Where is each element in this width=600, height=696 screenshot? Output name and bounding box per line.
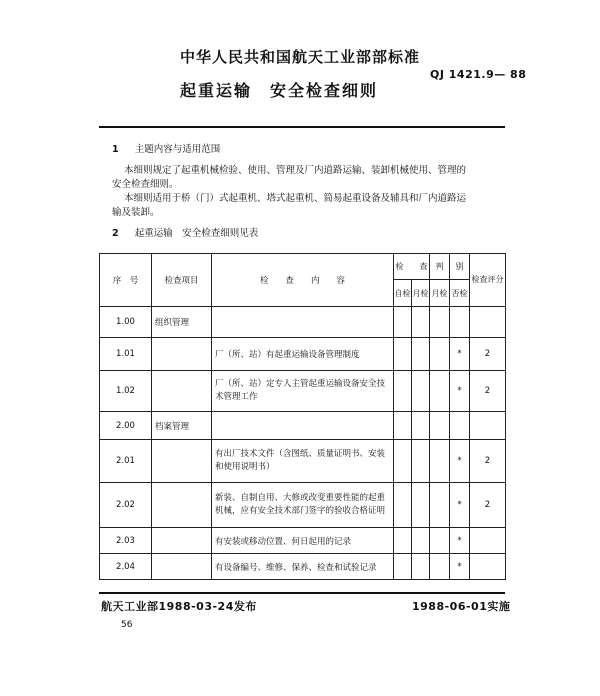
issue-date: 航天工业部1988-03-24发布 <box>101 600 257 613</box>
cell-content: 有设备编号、维修、保养、检查和试验记录 <box>212 554 394 580</box>
table-row <box>100 440 506 483</box>
cell-content-line: 术管理工作 <box>215 392 258 402</box>
para1-line2: 安全检查细则。 <box>112 179 179 190</box>
para1-line1: 本细则规定了起重机械检验、使用、管理及厂内道路运输、装卸机械使用、管理的 <box>124 165 467 176</box>
cell-content <box>212 483 394 528</box>
cell-score <box>470 307 506 338</box>
cell-item: 档案管理 <box>152 412 212 440</box>
cell-seq: 2.03 <box>100 528 152 554</box>
cell-score: 2 <box>470 338 506 371</box>
cell-mark: * <box>450 338 470 371</box>
cell-content-line: 有出厂技术文件（含图纸、质量证明书、安装 <box>215 449 386 459</box>
section-1-paragraphs <box>112 164 507 220</box>
cell-content <box>212 412 394 440</box>
cell-item <box>152 338 212 371</box>
cell-content: 有安装或移动位置、何日起用的记录 <box>212 528 394 554</box>
header-rule <box>99 126 505 128</box>
table-row <box>100 528 506 554</box>
table-row <box>100 307 506 338</box>
para2-line1: 本细则适用于桥（门）式起重机、塔式起重机、简易起重设备及辅具和厂内道路运 <box>124 193 467 204</box>
cell-content-line: 厂（所、站）定专人主管起重运输设备安全技 <box>215 379 386 389</box>
cell-content-line: 和使用说明书） <box>215 462 275 472</box>
table-row <box>100 412 506 440</box>
header-check-group: 检 查 <box>394 254 430 280</box>
cell-item <box>152 554 212 580</box>
cell-mark <box>450 412 470 440</box>
header-self-check: 自检 <box>394 280 412 307</box>
cell-item <box>152 483 212 528</box>
header-seq: 序 号 <box>100 254 152 307</box>
cell-mark <box>450 307 470 338</box>
cell-content-line: 机械，应有安全技术部门签字的验收合格证明 <box>215 506 386 516</box>
cell-seq: 1.00 <box>100 307 152 338</box>
cell-item <box>152 371 212 412</box>
cell-score: 2 <box>470 483 506 528</box>
standard-title: 中华人民共和国航天工业部部标准 <box>179 48 420 66</box>
cell-item: 组织管理 <box>152 307 212 338</box>
footer-rule <box>99 592 505 594</box>
effective-date: 1988-06-01实施 <box>412 600 511 613</box>
inspection-table <box>99 253 506 580</box>
header-row <box>100 254 506 280</box>
table-row <box>100 483 506 528</box>
cell-content: 厂（所、站）有起重运输设备管理制度 <box>212 338 394 371</box>
cell-seq: 2.01 <box>100 440 152 483</box>
cell-content <box>212 371 394 412</box>
table-row <box>100 554 506 580</box>
table-row <box>100 338 506 371</box>
cell-score <box>470 412 506 440</box>
section-2-heading <box>112 226 258 241</box>
header-dist: 判 <box>430 254 450 280</box>
cell-item <box>152 528 212 554</box>
cell-content-line: 新装、自制自用、大修或改变重要性能的起重 <box>215 493 386 503</box>
cell-score: 2 <box>470 440 506 483</box>
cell-mark: * <box>450 554 470 580</box>
cell-item <box>152 440 212 483</box>
section-1-heading <box>112 142 220 157</box>
cell-seq: 2.04 <box>100 554 152 580</box>
cell-seq: 2.02 <box>100 483 152 528</box>
cell-mark: * <box>450 371 470 412</box>
cell-content <box>212 307 394 338</box>
standard-code: QJ 1421.9— 88 <box>430 68 527 81</box>
section-2-number: 2 <box>112 228 119 239</box>
cell-seq: 2.00 <box>100 412 152 440</box>
header-special-check: 月检 <box>430 280 450 307</box>
page-number: 56 <box>121 620 133 630</box>
header-score: 检查评分 <box>470 254 506 307</box>
header-mutual-check: 月检 <box>412 280 430 307</box>
cell-content <box>212 440 394 483</box>
cell-mark: * <box>450 528 470 554</box>
cell-seq: 1.02 <box>100 371 152 412</box>
cell-mark: * <box>450 440 470 483</box>
header-content: 检 查 内 容 <box>212 254 394 307</box>
header-item: 检查项目 <box>152 254 212 307</box>
section-1-number: 1 <box>112 144 119 155</box>
header-dist-2: 别 <box>450 254 470 280</box>
table-row <box>100 371 506 412</box>
cell-score: 2 <box>470 371 506 412</box>
header-veto: 否检 <box>450 280 470 307</box>
cell-mark: * <box>450 483 470 528</box>
cell-score <box>470 554 506 580</box>
section-2-title: 起重运输 安全检查细则见表 <box>134 228 259 239</box>
section-1-title: 主题内容与适用范围 <box>134 144 221 155</box>
cell-seq: 1.01 <box>100 338 152 371</box>
cell-score <box>470 528 506 554</box>
para2-line2: 输及装卸。 <box>112 207 160 218</box>
document-title: 起重运输 安全检查细则 <box>180 81 379 100</box>
